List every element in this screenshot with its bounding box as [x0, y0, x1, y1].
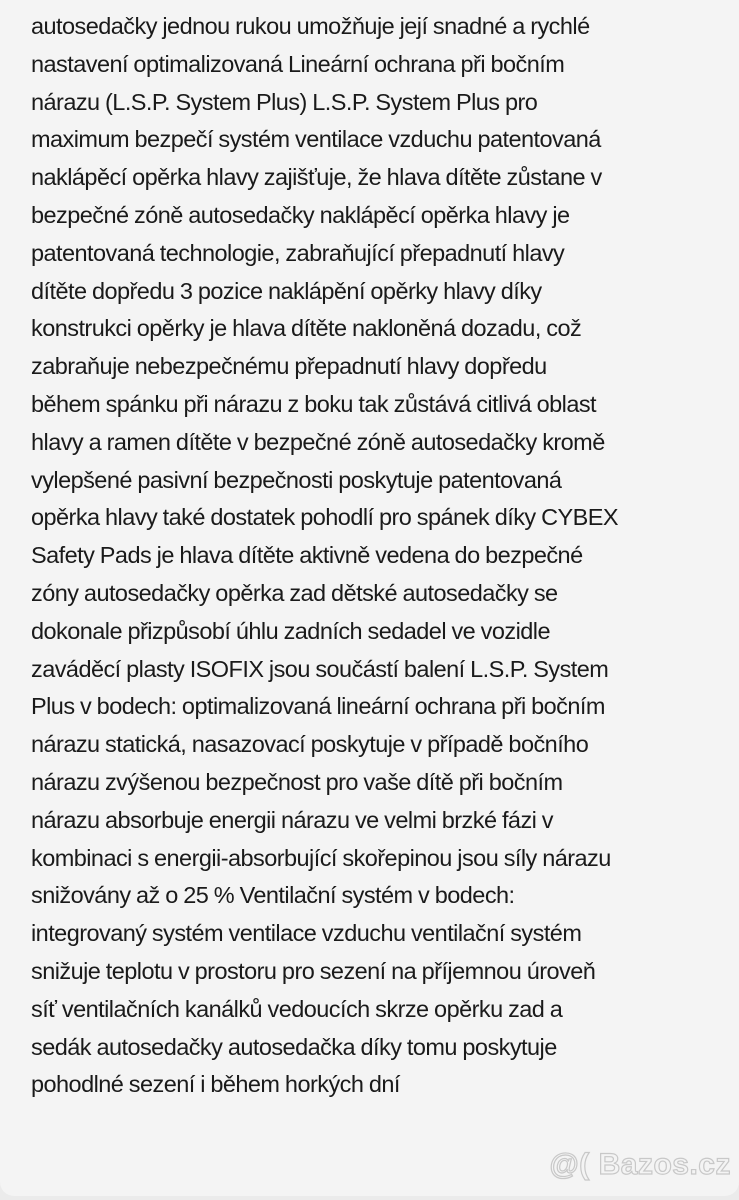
description-line: zóny autosedačky opěrka zad dětské autosedačky se — [31, 579, 558, 606]
description-line: bezpečné zóně autosedačky naklápěcí opěrka hlavy je — [31, 201, 570, 228]
description-line: Safety Pads je hlava dítěte aktivně vedena do bezpečné — [31, 542, 583, 569]
description-line: opěrka hlavy také dostatek pohodlí pro spánek díky CYBEX — [31, 504, 619, 531]
description-line: dokonale přizpůsobí úhlu zadních sedadel ve vozidle — [31, 617, 550, 644]
description-line: síť ventilačních kanálků vedoucích skrze opěrku zad a — [31, 995, 563, 1022]
description-line: nárazu (L.S.P. System Plus) L.S.P. System Plus pro — [31, 88, 538, 115]
description-line: nastavení optimalizovaná Lineární ochrana při bočním — [31, 50, 565, 77]
description-line: pohodlné sezení i během horkých dní — [31, 1071, 400, 1098]
description-line: dítěte dopředu 3 pozice naklápění opěrky hlavy díky — [31, 277, 542, 304]
description-line: nárazu statická, nasazovací poskytuje v případě bočního — [31, 731, 589, 758]
description-line: sedák autosedačky autosedačka díky tomu poskytuje — [31, 1033, 557, 1060]
description-line: během spánku při nárazu z boku tak zůstává citlivá oblast — [31, 390, 597, 417]
description-line: autosedačky jednou rukou umožňuje její snadné a rychlé — [31, 13, 590, 39]
description-line: snižovány až o 25 % Ventilační systém v bodech: — [31, 882, 515, 909]
description-line: Plus v bodech: optimalizovaná lineární ochrana při bočním — [31, 693, 605, 720]
description-line: zabraňuje nebezpečnému přepadnutí hlavy dopředu — [31, 353, 547, 380]
description-line: konstrukci opěrky je hlava dítěte nakloněná dozadu, což — [31, 315, 582, 342]
description-line: snižuje teplotu v prostoru pro sezení na příjemnou úroveň — [31, 957, 596, 984]
description-line: patentovaná technologie, zabraňující přepadnutí hlavy — [31, 239, 565, 266]
description-line: hlavy a ramen dítěte v bezpečné zóně autosedačky kromě — [31, 428, 605, 455]
description-line: vylepšené pasivní bezpečnosti poskytuje patentovaná — [31, 466, 562, 493]
description-line: kombinaci s energii-absorbující skořepinou jsou síly nárazu — [31, 844, 611, 871]
description-line: nárazu zvýšenou bezpečnost pro vaše dítě při bočním — [31, 768, 563, 795]
description-line: zaváděcí plasty ISOFIX jsou součástí balení L.S.P. System — [31, 655, 609, 682]
listing-description — [31, 8, 719, 1104]
description-line: nárazu absorbuje energii nárazu ve velmi brzké fázi v — [31, 806, 553, 833]
description-line: maximum bezpečí systém ventilace vzduchu patentovaná — [31, 126, 601, 153]
description-line: integrovaný systém ventilace vzduchu ventilační systém — [31, 920, 582, 947]
description-line: naklápěcí opěrka hlavy zajišťuje, že hlava dítěte zůstane v — [31, 164, 602, 191]
bazos-watermark: @( Bazos.cz — [549, 1148, 731, 1181]
